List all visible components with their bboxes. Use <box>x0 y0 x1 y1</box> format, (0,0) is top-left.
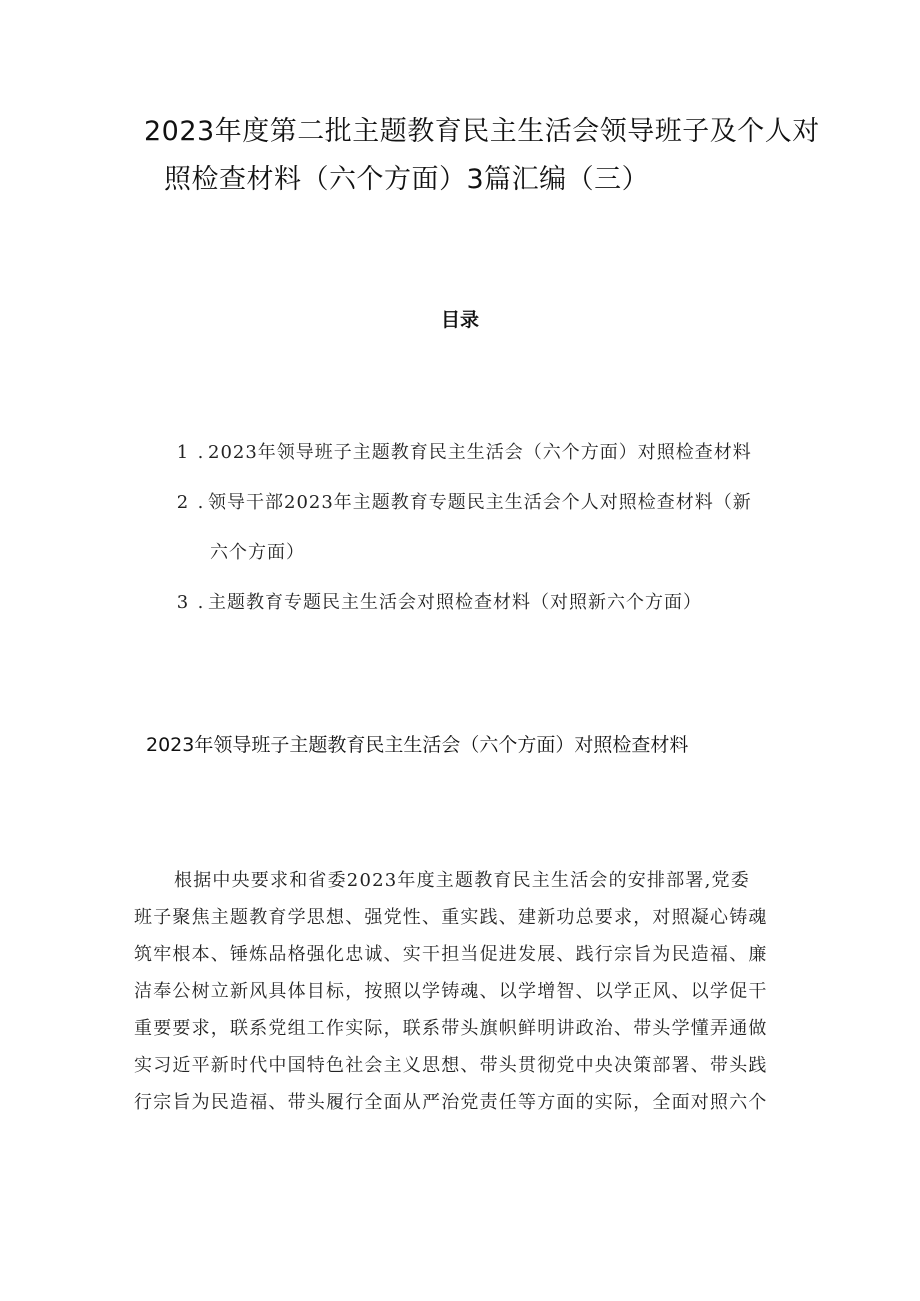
document-title <box>120 108 820 204</box>
toc-item-3 <box>172 588 702 614</box>
body-line: 洁奉公树立新风具体目标，按照以学铸魂、以学增智、以学正风、以学促干 <box>134 981 768 1002</box>
body-line: 班子聚焦主题教育学思想、强党性、重实践、建新功总要求，对照凝心铸魂 <box>134 907 768 928</box>
body-line: 根据中央要求和省委2023年度主题教育民主生活会的安排部署,党委 <box>174 870 750 891</box>
toc-item-number: 3 <box>176 592 190 613</box>
title-line-1: 2023年度第二批主题教育民主生活会领导班子及个人对 <box>144 116 820 147</box>
section-heading: 2023年领导班子主题教育民主生活会（六个方面）对照检查材料 <box>146 734 689 756</box>
toc-item-2 <box>172 488 752 514</box>
title-line-2: 照检查材料（六个方面）3篇汇编（三） <box>164 164 650 195</box>
body-line: 筑牢根本、锤炼品格强化忠诚、实干担当促进发展、践行宗旨为民造福、廉 <box>134 944 768 965</box>
body-line: 行宗旨为民造福、带头履行全面从严治党责任等方面的实际，全面对照六个 <box>134 1092 768 1113</box>
body-line: 重要要求，联系党组工作实际，联系带头旗帜鲜明讲政治、带头学懂弄通做 <box>134 1018 768 1039</box>
toc-item-number: 1 <box>176 442 190 463</box>
body-paragraph <box>134 862 790 1121</box>
body-line: 实习近平新时代中国特色社会主义思想、带头贯彻党中央决策部署、带头践 <box>134 1055 768 1076</box>
toc-item-separator: . <box>197 592 205 613</box>
toc-item-separator: . <box>197 442 205 463</box>
toc-item-number: 2 <box>176 492 190 513</box>
toc-heading: 目录 <box>440 309 479 331</box>
toc-item-2-continuation: 六个方面） <box>210 542 305 563</box>
toc-item-separator: . <box>197 492 205 513</box>
toc-item-text: 主题教育专题民主生活会对照检查材料（对照新六个方面） <box>208 592 702 613</box>
toc-item-text: 领导干部2023年主题教育专题民主生活会个人对照检查材料（新 <box>208 492 752 513</box>
toc-item-text: 2023年领导班子主题教育民主生活会（六个方面）对照检查材料 <box>208 442 752 463</box>
toc-item-1 <box>172 438 752 464</box>
